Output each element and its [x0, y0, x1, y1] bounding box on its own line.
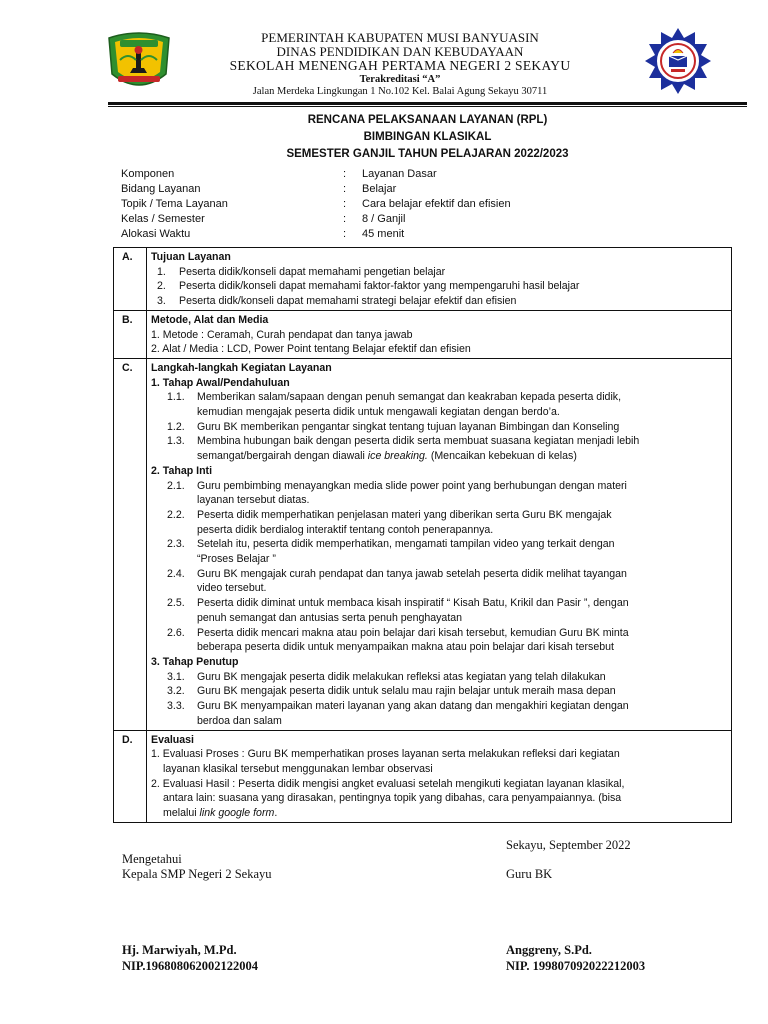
step-number: 1.1.	[167, 391, 185, 404]
section-d-row	[114, 730, 732, 822]
principal-nip: NIP.196808062002122004	[122, 959, 259, 973]
section-title: Tujuan Layanan	[151, 251, 231, 263]
step-text-italic: ice breaking.	[367, 450, 428, 463]
counselor-nip: NIP. 199807092022212003	[506, 959, 646, 973]
phase-title: 1. Tahap Awal/Pendahuluan	[151, 376, 290, 389]
step-text: Peserta didik mencari makna atau poin belajar dari kisah tersebut, kemudian Guru BK minta	[197, 626, 629, 639]
step-number: 3.1.	[167, 670, 185, 683]
step-item	[151, 479, 727, 508]
info-colon: :	[343, 183, 347, 195]
lesson-plan-table	[113, 247, 732, 823]
step-number: 2.2.	[167, 508, 185, 521]
counselor-name: Anggreny, S.Pd.	[506, 943, 592, 957]
info-colon: :	[343, 198, 347, 210]
step-text-continued: kemudian mengajak peserta didik untuk mengawali kegiatan dengan berdo’a.	[197, 406, 560, 419]
step-item	[151, 508, 727, 537]
step-item	[151, 420, 727, 435]
letterhead-thin-rule	[108, 106, 747, 107]
evaluation-text: 2. Evaluasi Hasil : Peserta didik mengisi angket evaluasi setelah mengikuti kegiatan layanan klasikal,	[151, 777, 625, 790]
letterhead-thick-rule	[108, 102, 747, 105]
step-text: Guru pembimbing menayangkan media slide power point yang berhubungan dengan materi	[197, 479, 627, 492]
step-text-continued: video tersebut.	[197, 582, 267, 595]
section-a-row	[114, 248, 732, 311]
section-letter: B.	[114, 310, 147, 358]
list-item	[151, 279, 727, 294]
step-text: Guru BK mengajak peserta didik melakukan refleksi atas kegiatan yang telah dilakukan	[197, 670, 606, 683]
info-label: Kelas / Semester	[121, 213, 205, 225]
step-item	[151, 670, 727, 685]
info-label: Alokasi Waktu	[121, 228, 191, 240]
step-number: 2.5.	[167, 597, 185, 610]
section-b-content	[147, 310, 732, 358]
list-number: 1.	[157, 265, 166, 278]
counselor-title: Guru BK	[506, 867, 553, 881]
list-item	[151, 294, 727, 309]
step-text-part: semangat/bergairah dengan diawali	[197, 450, 368, 463]
letterhead-government-line: PEMERINTAH KABUPATEN MUSI BANYUASIN	[261, 30, 539, 45]
step-item	[151, 390, 727, 419]
step-number: 3.3.	[167, 700, 185, 713]
list-number: 3.	[157, 295, 166, 308]
info-colon: :	[343, 213, 347, 225]
step-text-continued: berdoa dan salam	[197, 714, 282, 727]
step-number: 1.2.	[167, 420, 185, 433]
principal-name: Hj. Marwiyah, M.Pd.	[122, 943, 237, 957]
evaluation-text-continued	[151, 806, 727, 821]
step-item	[151, 699, 727, 728]
section-letter: A.	[114, 248, 147, 311]
section-c-content	[147, 358, 732, 730]
document-semester: SEMESTER GANJIL TAHUN PELAJARAN 2022/2023	[286, 148, 569, 160]
musi-banyuasin-regency-emblem-icon	[106, 30, 172, 92]
evaluation-item	[151, 747, 727, 776]
info-value: Belajar	[362, 183, 397, 195]
section-b-row	[114, 310, 732, 358]
step-number: 2.1.	[167, 479, 185, 492]
section-letter: C.	[114, 358, 147, 730]
step-text: Guru BK mengajak curah pendapat dan tanya jawab setelah peserta didik melihat tayangan	[197, 567, 627, 580]
letterhead-department-line: DINAS PENDIDIKAN DAN KEBUDAYAAN	[276, 44, 524, 59]
step-text-continued: layanan tersebut diatas.	[197, 494, 310, 507]
school-emblem-icon	[643, 26, 713, 96]
section-c-row	[114, 358, 732, 730]
letterhead-accreditation: Terakreditasi “A”	[359, 74, 441, 85]
evaluation-text-part: .	[274, 807, 278, 820]
step-item	[151, 567, 727, 596]
evaluation-text-part: melalui	[163, 807, 200, 820]
info-label: Bidang Layanan	[121, 183, 201, 195]
phase-title: 3. Tahap Penutup	[151, 655, 239, 668]
section-title: Langkah-langkah Kegiatan Layanan	[151, 361, 332, 374]
evaluation-text-continued: antara lain: suasana yang dirasakan, pentingnya topik yang dibahas, cara penyampaiannya. (bisa	[163, 792, 622, 805]
list-item: 1. Metode : Ceramah, Curah pendapat dan tanya jawab	[151, 328, 413, 341]
info-colon: :	[343, 228, 347, 240]
list-text: Peserta didik/konseli dapat memahami faktor-faktor yang mempengaruhi hasil belajar	[179, 280, 580, 293]
step-text-continued	[197, 449, 727, 464]
section-d-content	[147, 730, 732, 822]
step-text-continued: beberapa peserta didik untuk menyampaikan makna atau poin belajar dari kisah tersebut	[197, 641, 614, 654]
list-number: 2.	[157, 280, 166, 293]
step-number: 1.3.	[167, 435, 185, 448]
info-label: Komponen	[121, 168, 175, 180]
step-text: Guru BK memberikan pengantar singkat tentang tujuan layanan Bimbingan dan Konseling	[197, 420, 620, 433]
list-item	[151, 265, 727, 280]
step-text-continued: “Proses Belajar ”	[197, 553, 276, 566]
info-label: Topik / Tema Layanan	[121, 198, 228, 210]
info-colon: :	[343, 168, 347, 180]
step-text: Memberikan salam/sapaan dengan penuh semangat dan keakraban kepada peserta didik,	[197, 391, 622, 404]
step-text: Membina hubungan baik dengan peserta didik serta membuat suasana kegiatan menjadi lebih	[197, 435, 640, 448]
step-item	[151, 684, 727, 699]
section-a-content	[147, 248, 732, 311]
step-item	[151, 596, 727, 625]
info-value: Layanan Dasar	[362, 168, 437, 180]
letterhead-address: Jalan Merdeka Lingkungan 1 No.102 Kel. Balai Agung Sekayu 30711	[252, 86, 548, 97]
document-subtitle: BIMBINGAN KLASIKAL	[363, 131, 492, 143]
info-value: 45 menit	[362, 228, 405, 240]
step-number: 2.4.	[167, 567, 185, 580]
step-text-continued: penuh semangat dan antusias serta penuh penghayatan	[197, 611, 463, 624]
list-text: Peserta didik/konseli dapat memahami pengetian belajar	[179, 265, 446, 278]
step-text: Peserta didik diminat untuk membaca kisah inspiratif “ Kisah Batu, Krikil dan Pasir ”, dengan	[197, 597, 629, 610]
letterhead-school-name: SEKOLAH MENENGAH PERTAMA NEGERI 2 SEKAYU	[229, 58, 571, 73]
section-letter: D.	[114, 730, 147, 822]
step-item	[151, 626, 727, 655]
section-title: Evaluasi	[151, 733, 194, 746]
document-title: RENCANA PELAKSANAAN LAYANAN (RPL)	[307, 114, 548, 126]
step-text: Peserta didik memperhatikan penjelasan materi yang diberikan serta Guru BK mengajak	[197, 508, 612, 521]
section-title: Metode, Alat dan Media	[151, 313, 269, 326]
step-text: Guru BK mengajak peserta didik untuk selalu mau rajin belajar untuk meraih masa depan	[197, 685, 616, 698]
list-text: Peserta didk/konseli dapat memahami strategi belajar efektif dan efisien	[179, 295, 517, 308]
principal-title: Kepala SMP Negeri 2 Sekayu	[122, 867, 272, 881]
evaluation-text-continued: layanan klasikal tersebut menggunakan lembar observasi	[163, 762, 433, 775]
step-text: Setelah itu, peserta didik memperhatikan, mengamati tampilan video yang terkait dengan	[197, 538, 615, 551]
phase-title: 2. Tahap Inti	[151, 464, 213, 477]
list-item: 2. Alat / Media : LCD, Power Point tentang Belajar efektif dan efisien	[151, 343, 471, 356]
step-number: 2.6.	[167, 626, 185, 639]
step-number: 3.2.	[167, 685, 185, 698]
step-item	[151, 537, 727, 566]
step-text: Guru BK menyampaikan materi layanan yang akan datang dan mengakhiri kegiatan dengan	[197, 700, 629, 713]
evaluation-item	[151, 777, 727, 821]
step-text-part: (Mencaikan kebekuan di kelas)	[427, 450, 577, 463]
step-item	[151, 434, 727, 463]
step-number: 2.3.	[167, 538, 185, 551]
place-date: Sekayu, September 2022	[506, 838, 631, 852]
evaluation-link-text: link google form	[199, 807, 275, 820]
info-value: 8 / Ganjil	[362, 213, 406, 225]
step-text-continued: peserta didik berdialog interaktif tentang contoh penerapannya.	[197, 523, 494, 536]
evaluation-text: 1. Evaluasi Proses : Guru BK memperhatikan proses layanan serta melakukan refleksi dari kegiatan	[151, 748, 620, 761]
info-value: Cara belajar efektif dan efisien	[362, 198, 511, 210]
acknowledged-label: Mengetahui	[122, 852, 182, 866]
